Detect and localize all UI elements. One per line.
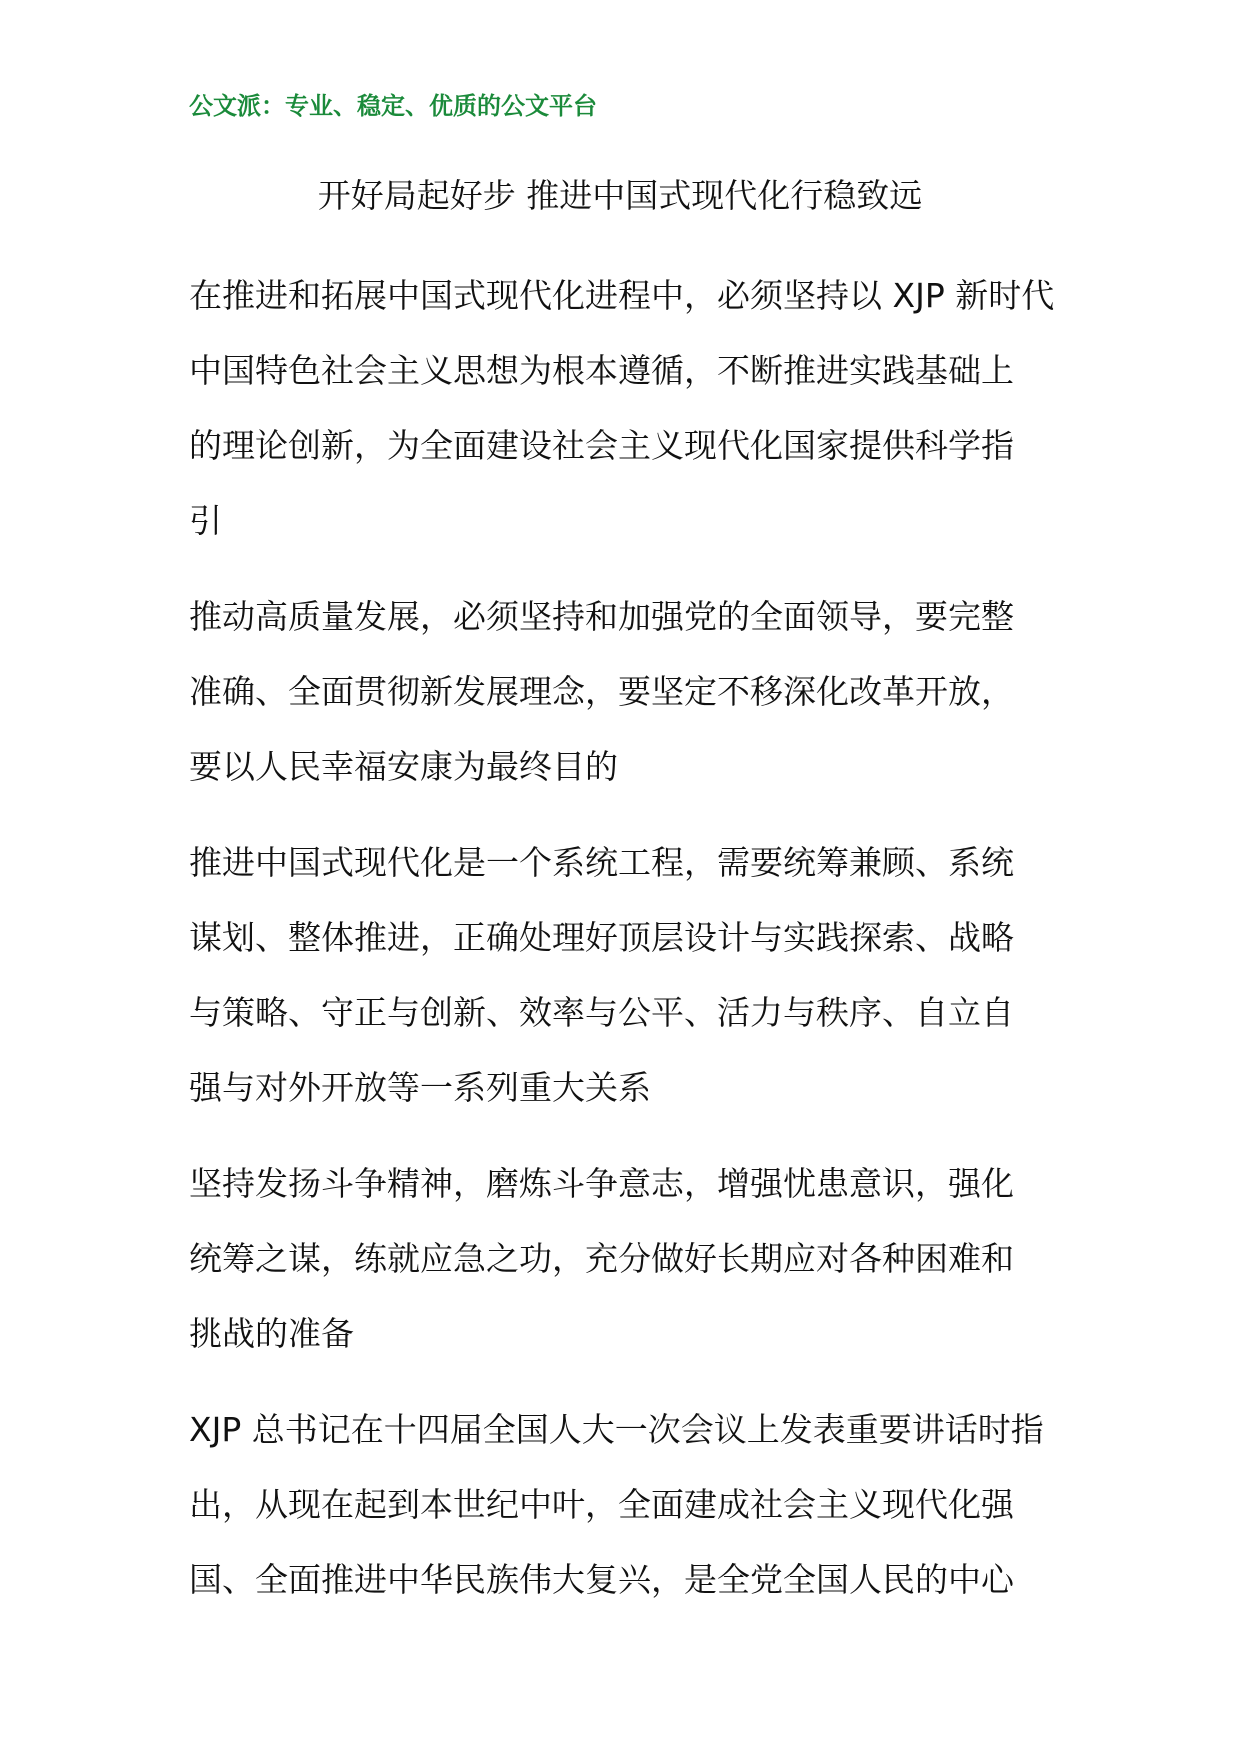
paragraph-line: 与策略、守正与创新、效率与公平、活力与秩序、自立自	[189, 993, 1014, 1032]
paragraph-line: 在推进和拓展中国式现代化进程中，必须坚持以 XJP 新时代	[189, 276, 1055, 315]
paragraph-line: XJP 总书记在十四届全国人大一次会议上发表重要讲话时指	[189, 1410, 1044, 1449]
paragraph-line: 强与对外开放等一系列重大关系	[189, 1068, 651, 1107]
paragraph-line: 引	[189, 501, 222, 540]
paragraph-line: 挑战的准备	[189, 1314, 354, 1353]
paragraph-1	[189, 258, 1059, 558]
paragraph-2	[189, 579, 1059, 804]
paragraph-line: 谋划、整体推进，正确处理好顶层设计与实践探索、战略	[189, 918, 1014, 957]
paragraph-3	[189, 825, 1059, 1125]
paragraph-line: 出，从现在起到本世纪中叶，全面建成社会主义现代化强	[189, 1485, 1014, 1524]
header-brand-line: 公文派：专业、稳定、优质的公文平台	[189, 92, 597, 120]
paragraph-line: 统筹之谋，练就应急之功，充分做好长期应对各种困难和	[189, 1239, 1014, 1278]
paragraph-line: 中国特色社会主义思想为根本遵循，不断推进实践基础上	[189, 351, 1014, 390]
paragraph-5	[189, 1392, 1059, 1617]
paragraph-line: 的理论创新，为全面建设社会主义现代化国家提供科学指	[189, 426, 1014, 465]
paragraph-line: 坚持发扬斗争精神，磨炼斗争意志，增强忧患意识，强化	[189, 1164, 1014, 1203]
paragraph-line: 要以人民幸福安康为最终目的	[189, 747, 618, 786]
paragraph-line: 推动高质量发展，必须坚持和加强党的全面领导，要完整	[189, 597, 1014, 636]
paragraph-line: 推进中国式现代化是一个系统工程，需要统筹兼顾、系统	[189, 843, 1014, 882]
document-body	[189, 258, 1059, 1638]
paragraph-line: 国、全面推进中华民族伟大复兴，是全党全国人民的中心	[189, 1560, 1014, 1599]
paragraph-line: 准确、全面贯彻新发展理念，要坚定不移深化改革开放，	[189, 672, 1014, 711]
paragraph-4	[189, 1146, 1059, 1371]
document-title: 开好局起好步 推进中国式现代化行稳致远	[317, 176, 923, 215]
